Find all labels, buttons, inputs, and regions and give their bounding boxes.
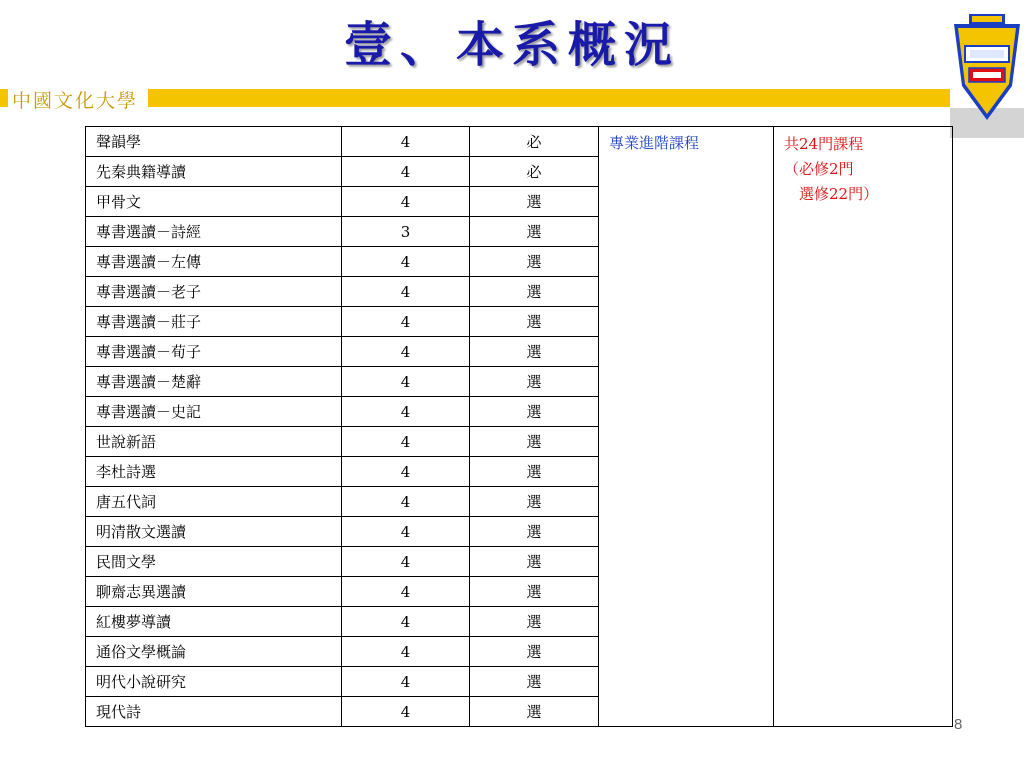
course-type-cell: 選 bbox=[470, 607, 599, 637]
course-name-cell: 專書選讀－左傳 bbox=[86, 247, 342, 277]
credits-cell: 4 bbox=[342, 457, 470, 487]
course-name-cell: 專書選讀－史記 bbox=[86, 397, 342, 427]
course-type-cell: 選 bbox=[470, 667, 599, 697]
header-bar-left bbox=[0, 89, 8, 107]
university-emblem-icon bbox=[952, 12, 1022, 124]
credits-cell: 3 bbox=[342, 217, 470, 247]
course-table bbox=[85, 126, 953, 727]
course-type-cell: 選 bbox=[470, 247, 599, 277]
course-name-cell: 李杜詩選 bbox=[86, 457, 342, 487]
credits-cell: 4 bbox=[342, 637, 470, 667]
course-summary-cell bbox=[774, 127, 953, 727]
course-type-cell: 選 bbox=[470, 427, 599, 457]
credits-cell: 4 bbox=[342, 247, 470, 277]
credits-cell: 4 bbox=[342, 667, 470, 697]
summary-line: （必修2門 bbox=[784, 160, 854, 178]
course-name-cell: 聲韻學 bbox=[86, 127, 342, 157]
course-name-cell: 專書選讀－老子 bbox=[86, 277, 342, 307]
credits-cell: 4 bbox=[342, 577, 470, 607]
course-name-cell: 先秦典籍導讀 bbox=[86, 157, 342, 187]
course-name-cell: 聊齋志異選讀 bbox=[86, 577, 342, 607]
course-name-cell: 世說新語 bbox=[86, 427, 342, 457]
course-type-cell: 選 bbox=[470, 487, 599, 517]
credits-cell: 4 bbox=[342, 337, 470, 367]
course-name-cell: 專書選讀－詩經 bbox=[86, 217, 342, 247]
credits-cell: 4 bbox=[342, 517, 470, 547]
course-type-cell: 選 bbox=[470, 547, 599, 577]
course-type-cell: 選 bbox=[470, 307, 599, 337]
credits-cell: 4 bbox=[342, 157, 470, 187]
category-cell: 專業進階課程 bbox=[599, 127, 774, 727]
course-name-cell: 專書選讀－莊子 bbox=[86, 307, 342, 337]
course-type-cell: 選 bbox=[470, 217, 599, 247]
course-type-cell: 選 bbox=[470, 397, 599, 427]
credits-cell: 4 bbox=[342, 547, 470, 577]
course-name-cell: 紅樓夢導讀 bbox=[86, 607, 342, 637]
credits-cell: 4 bbox=[342, 487, 470, 517]
summary-line: 共24門課程 bbox=[784, 135, 864, 153]
slide-title: 壹、本系概況 bbox=[343, 17, 680, 73]
course-type-cell: 必 bbox=[470, 127, 599, 157]
course-type-cell: 選 bbox=[470, 187, 599, 217]
course-type-cell: 選 bbox=[470, 637, 599, 667]
credits-cell: 4 bbox=[342, 307, 470, 337]
credits-cell: 4 bbox=[342, 277, 470, 307]
course-name-cell: 明代小說研究 bbox=[86, 667, 342, 697]
course-type-cell: 選 bbox=[470, 337, 599, 367]
course-name-cell: 專書選讀－楚辭 bbox=[86, 367, 342, 397]
course-type-cell: 選 bbox=[470, 517, 599, 547]
university-name: 中國文化大學 bbox=[12, 90, 139, 112]
credits-cell: 4 bbox=[342, 697, 470, 727]
course-name-cell: 唐五代詞 bbox=[86, 487, 342, 517]
credits-cell: 4 bbox=[342, 367, 470, 397]
table-row bbox=[86, 127, 953, 157]
course-name-cell: 明清散文選讀 bbox=[86, 517, 342, 547]
page-number: 8 bbox=[954, 716, 963, 733]
course-name-cell: 通俗文學概論 bbox=[86, 637, 342, 667]
course-type-cell: 選 bbox=[470, 457, 599, 487]
course-type-cell: 選 bbox=[470, 697, 599, 727]
credits-cell: 4 bbox=[342, 127, 470, 157]
credits-cell: 4 bbox=[342, 397, 470, 427]
course-type-cell: 選 bbox=[470, 577, 599, 607]
course-type-cell: 必 bbox=[470, 157, 599, 187]
credits-cell: 4 bbox=[342, 607, 470, 637]
course-type-cell: 選 bbox=[470, 277, 599, 307]
course-name-cell: 民間文學 bbox=[86, 547, 342, 577]
summary-line: 選修22門） bbox=[784, 185, 879, 203]
course-type-cell: 選 bbox=[470, 367, 599, 397]
credits-cell: 4 bbox=[342, 187, 470, 217]
credits-cell: 4 bbox=[342, 427, 470, 457]
course-name-cell: 專書選讀－荀子 bbox=[86, 337, 342, 367]
header-bar bbox=[148, 89, 950, 107]
course-name-cell: 現代詩 bbox=[86, 697, 342, 727]
course-name-cell: 甲骨文 bbox=[86, 187, 342, 217]
